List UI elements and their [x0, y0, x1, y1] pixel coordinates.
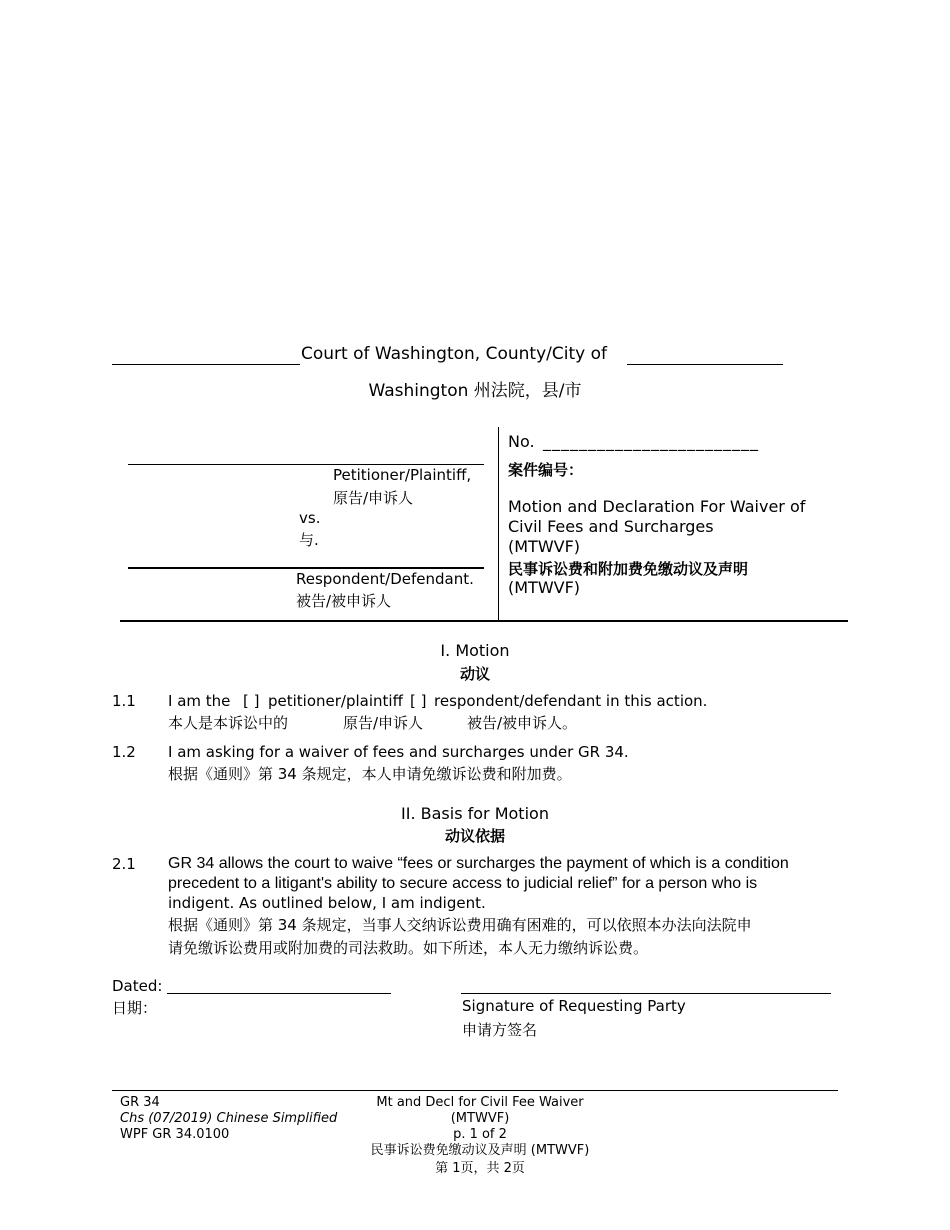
petitioner-checkbox[interactable]: [ ] — [243, 692, 260, 710]
caption-vertical-divider — [498, 427, 499, 620]
item-1-2-zh: 根据《通则》第 34 条规定，本人申请免缴诉讼费和附加费。 — [168, 765, 572, 783]
footer-form-code: (MTWVF) — [450, 1111, 510, 1126]
footer-form-title-zh: 民事诉讼费免缴动议及声明 (MTWVF) — [370, 1143, 590, 1158]
item-1-1-text-b: petitioner/plaintiff — [268, 692, 403, 710]
petitioner-label: Petitioner/Plaintiff, — [333, 466, 472, 484]
item-2-1-number: 2.1 — [112, 855, 136, 873]
footer-page-number: p. 1 of 2 — [453, 1127, 507, 1142]
footer-form-id: GR 34 — [120, 1095, 160, 1110]
footer-version: Chs (07/2019) Chinese Simplified — [120, 1111, 338, 1126]
signature-label: Signature of Requesting Party — [462, 997, 686, 1015]
respondent-name-line[interactable] — [128, 567, 484, 569]
date-field-line[interactable] — [167, 993, 391, 994]
vs-label: vs. — [299, 509, 321, 527]
footer-wpf-number: WPF GR 34.0100 — [120, 1127, 230, 1142]
item-2-1-zh1: 根据《通则》第 34 条规定，当事人交纳诉讼费用确有困难的，可以依照本办法向法院申 — [168, 916, 752, 934]
item-1-1-zh-b: 原告/申诉人 — [343, 714, 424, 732]
basis-heading: II. Basis for Motion — [401, 804, 549, 823]
respondent-checkbox[interactable]: [ ] — [410, 692, 427, 710]
footer-rule — [112, 1090, 838, 1091]
basis-heading-zh: 动议依据 — [444, 827, 505, 845]
item-1-2-text: I am asking for a waiver of fees and surcharges under GR 34. — [168, 743, 629, 761]
item-1-1-number: 1.1 — [112, 692, 136, 710]
vs-label-zh: 与. — [299, 531, 319, 549]
court-line-text: Court of Washington, County/City of — [301, 344, 607, 364]
petitioner-label-zh: 原告/申诉人 — [333, 489, 414, 507]
item-1-1-zh-a: 本人是本诉讼中的 — [168, 714, 289, 732]
footer-page-number-zh: 第 1页，共 2页 — [435, 1161, 525, 1176]
dated-label-zh: 日期： — [112, 999, 158, 1017]
form-title-line1: Motion and Declaration For Waiver of — [508, 497, 806, 516]
county-city-blank[interactable] — [627, 364, 783, 365]
dated-label: Dated: — [112, 977, 163, 995]
item-2-1-zh2: 请免缴诉讼费用或附加费的司法救助。如下所述，本人无力缴纳诉讼费。 — [168, 939, 649, 957]
case-number-blank[interactable]: ________________________ — [543, 432, 759, 451]
form-title-zh: 民事诉讼费和附加费免缴动议及声明 — [508, 560, 749, 578]
respondent-label-zh: 被告/被申诉人 — [296, 592, 392, 610]
court-name-blank[interactable] — [112, 364, 300, 365]
item-1-1-text-c: respondent/defendant in this action. — [434, 692, 708, 710]
motion-heading-zh: 动议 — [459, 665, 490, 683]
form-title-line2: Civil Fees and Surcharges — [508, 517, 714, 536]
caption-bottom-rule — [120, 620, 848, 622]
form-title-zh-code: (MTWVF) — [508, 578, 581, 597]
item-2-1-line1: GR 34 allows the court to waive “fees or surcharges the payment of which is a condition — [168, 855, 789, 872]
respondent-label: Respondent/Defendant. — [296, 570, 474, 588]
item-1-1-text-a: I am the — [168, 692, 231, 710]
court-line-zh: Washington 州法院，县/市 — [368, 381, 582, 401]
item-2-1-line2: precedent to a litigant's ability to secure access to judicial relief” for a person who is — [168, 875, 758, 892]
signature-field-line[interactable] — [461, 993, 831, 994]
item-1-2-number: 1.2 — [112, 743, 136, 761]
case-number-label-zh: 案件编号： — [508, 461, 584, 479]
case-number-label: No. — [508, 432, 535, 451]
footer-form-title: Mt and Decl for Civil Fee Waiver — [376, 1095, 584, 1110]
motion-heading: I. Motion — [440, 641, 510, 660]
signature-label-zh: 申请方签名 — [462, 1021, 538, 1039]
petitioner-name-line[interactable] — [128, 464, 484, 465]
item-1-1-zh-c: 被告/被申诉人。 — [467, 714, 578, 732]
item-2-1-line3: indigent. As outlined below, I am indigent. — [168, 894, 486, 912]
form-title-line3: (MTWVF) — [508, 537, 581, 556]
